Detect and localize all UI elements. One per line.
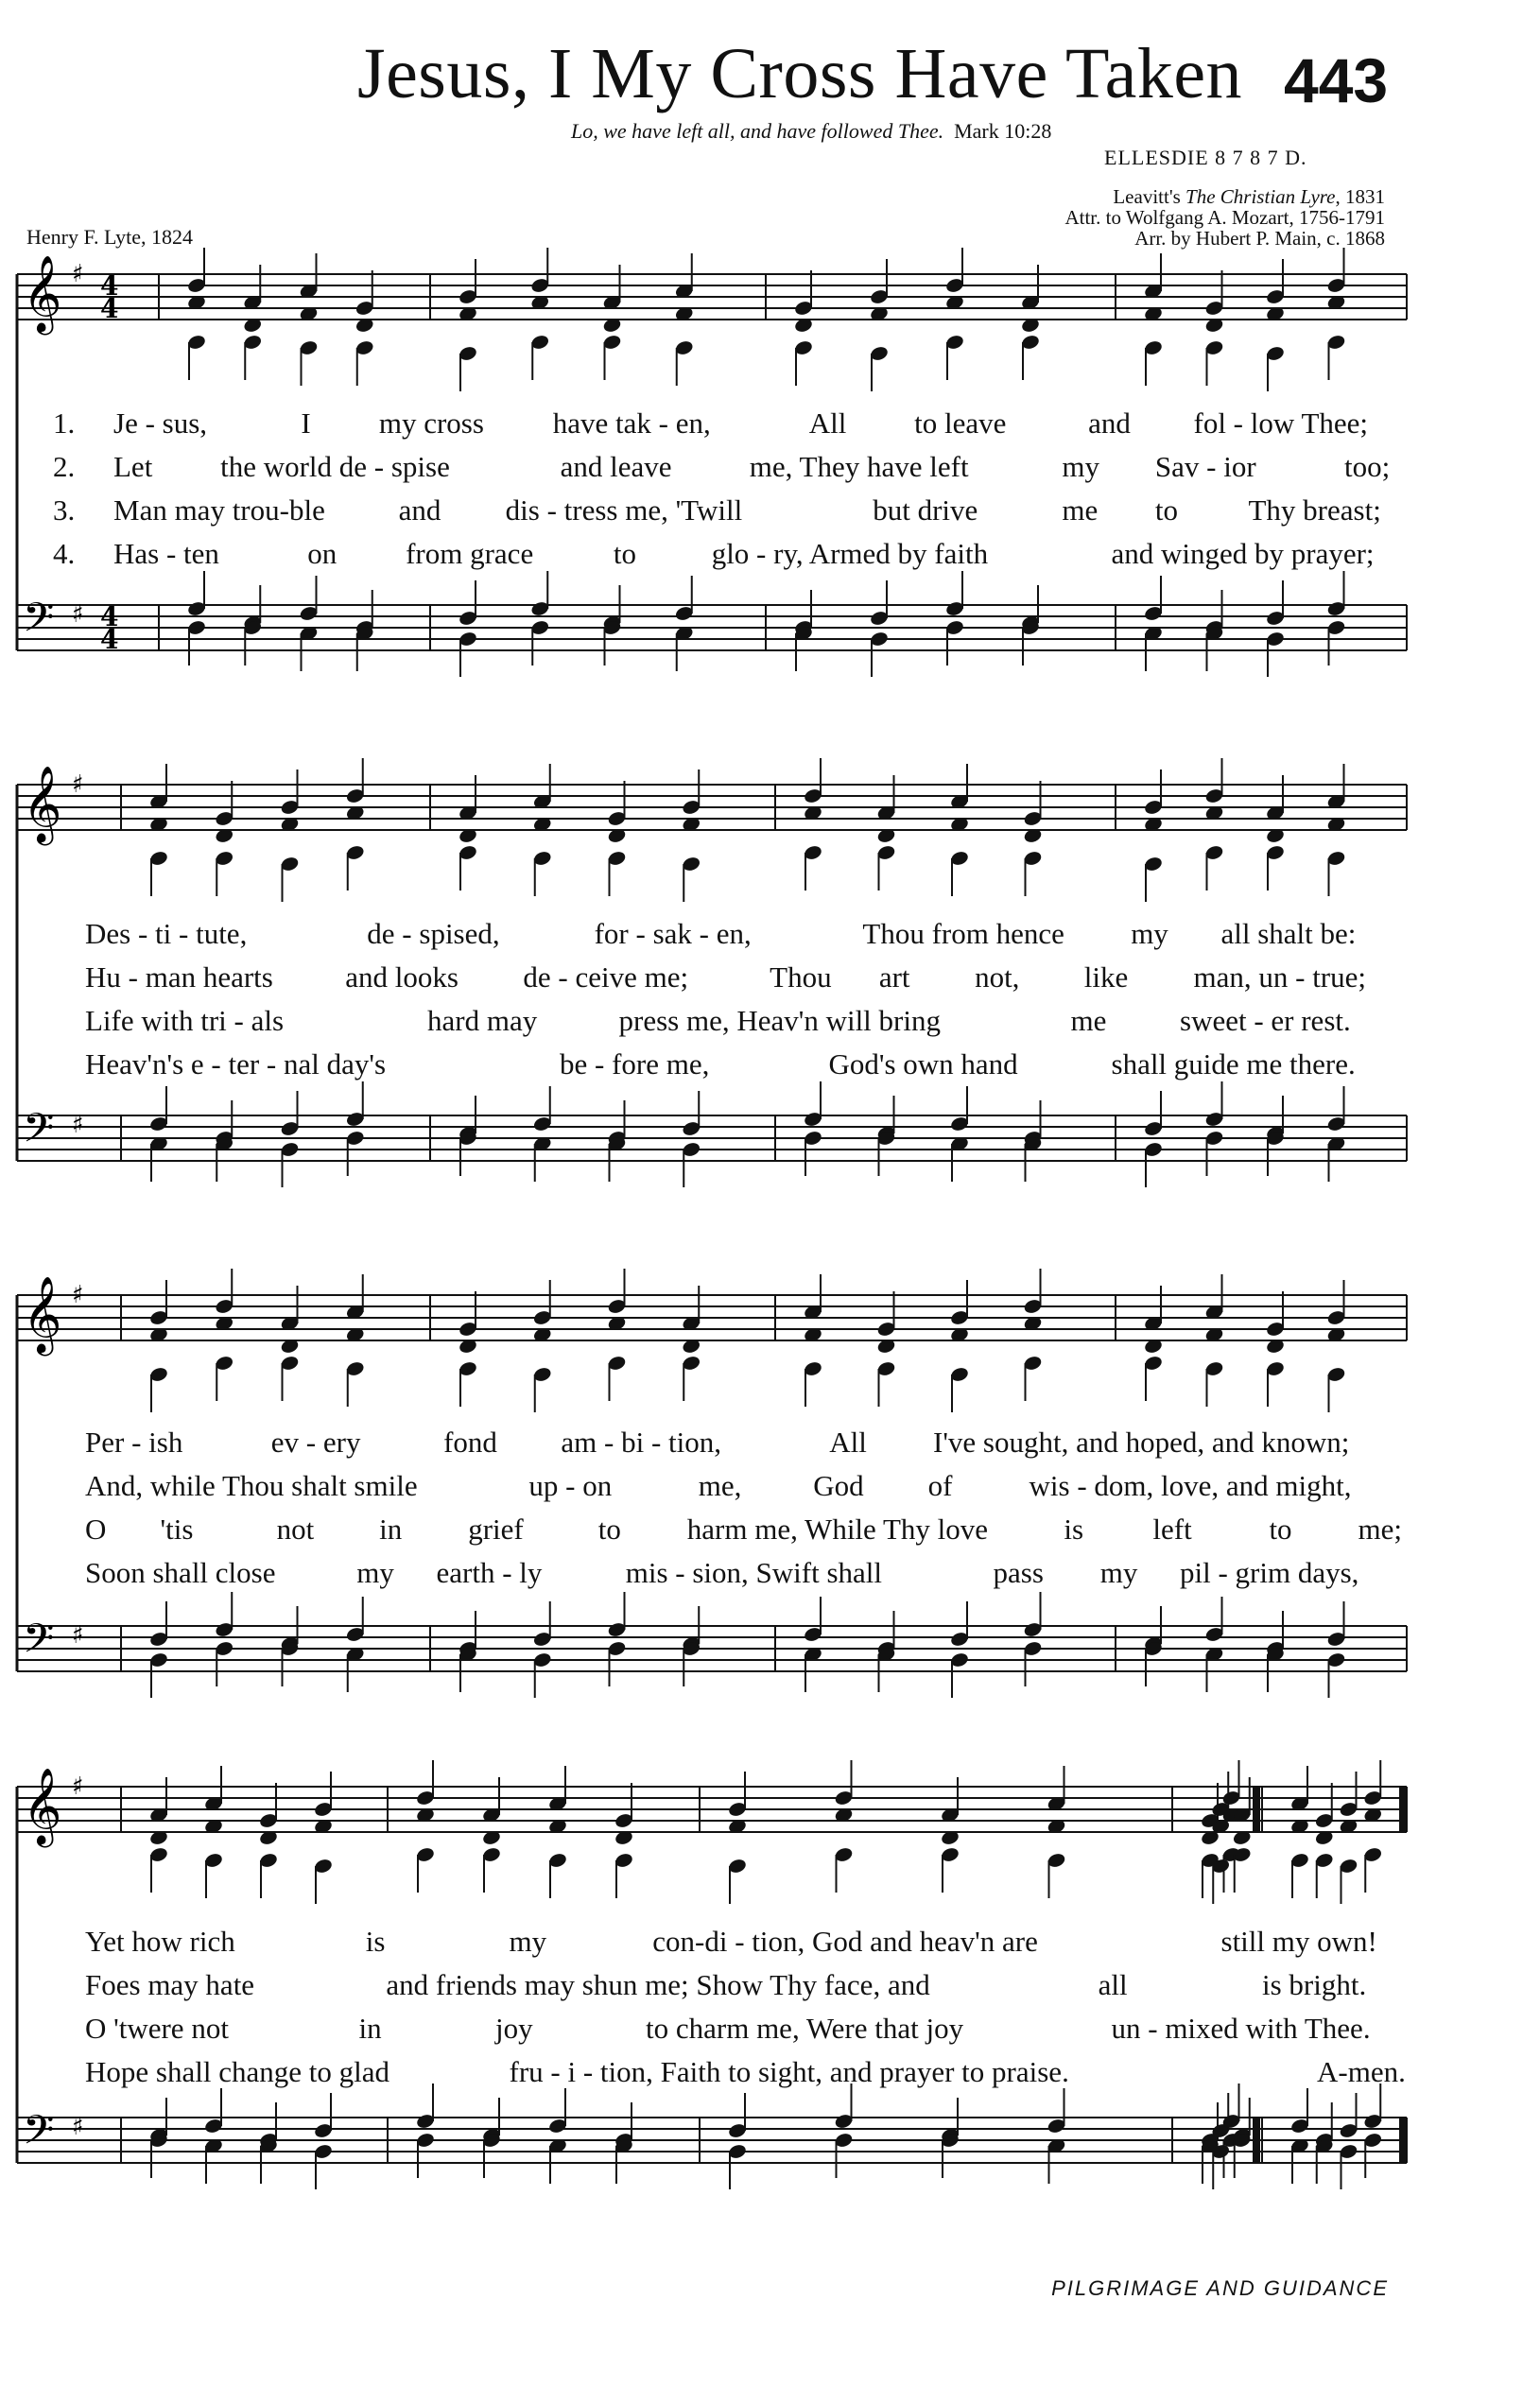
bass-clef-icon: 𝄢 — [23, 2107, 55, 2164]
lyric-syllable: is — [1064, 1513, 1084, 1546]
lyric-syllable: and looks — [345, 960, 459, 994]
lyric-syllable: to — [1269, 1513, 1292, 1546]
hymn-number: 443 — [1284, 45, 1389, 115]
lyric-syllable: con-di - tion, God and heav'n are — [652, 1925, 1038, 1958]
lyric-syllable: Per - ish — [85, 1426, 183, 1459]
lyric-syllable: art — [878, 960, 910, 994]
lyric-line — [0, 2055, 1540, 2093]
final-bar — [1399, 2118, 1407, 2163]
lyric-line — [0, 450, 1540, 488]
lyric-syllable: hard may — [427, 1004, 538, 1037]
repeat-bar — [1253, 1787, 1260, 1832]
lyric-line — [0, 1004, 1540, 1042]
sharp-icon: ♯ — [72, 2113, 84, 2141]
lyric-line — [0, 1968, 1540, 2006]
scripture-reference: Mark 10:28 — [954, 119, 1052, 143]
lyric-syllable: And, while Thou shalt smile — [85, 1469, 418, 1502]
lyric-syllable: pass — [993, 1556, 1044, 1589]
verse-number-3: 3. — [53, 493, 76, 527]
lyric-syllable: my — [1062, 450, 1099, 483]
lyric-syllable: Des - ti - tute, — [85, 917, 248, 950]
lyric-syllable: me — [1070, 1004, 1107, 1037]
lyric-syllable: wis - dom, love, and might, — [1029, 1469, 1352, 1502]
time-signature: 4 — [100, 293, 119, 324]
lyric-syllable: be - fore me, — [560, 1047, 710, 1081]
lyric-line — [0, 1047, 1540, 1085]
lyric-syllable: dis - tress me, 'Twill — [505, 493, 743, 527]
lyric-syllable: the world de - spise — [220, 450, 450, 483]
category-footer: PILGRIMAGE AND GUIDANCE — [1051, 2276, 1389, 2300]
lyric-syllable: me, — [698, 1469, 742, 1502]
lyric-syllable: in — [358, 2012, 382, 2045]
lyric-line — [0, 2012, 1540, 2049]
lyric-syllable: from grace — [406, 537, 534, 570]
lyric-syllable: grief — [468, 1513, 524, 1546]
lyric-syllable: man, un - true; — [1193, 960, 1367, 994]
lyric-syllable: my — [356, 1556, 394, 1589]
scripture-line — [571, 119, 1051, 144]
bass-staff — [17, 2118, 1407, 2163]
lyric-syllable: me; — [1358, 1513, 1402, 1546]
lyric-syllable: to — [613, 537, 637, 570]
lyric-syllable: all shalt be: — [1220, 917, 1357, 950]
sharp-icon: ♯ — [72, 1772, 84, 1801]
lyric-syllable: de - ceive me; — [523, 960, 689, 994]
lyric-syllable: 'tis — [160, 1513, 194, 1546]
sharp-icon: ♯ — [72, 260, 84, 288]
lyric-syllable: Je - sus, — [113, 406, 208, 440]
bass-clef-icon: 𝄢 — [23, 1105, 55, 1162]
lyric-line — [0, 1426, 1540, 1463]
lyric-syllable: earth - ly — [436, 1556, 543, 1589]
time-signature: 4 — [100, 270, 119, 302]
lyric-syllable: all — [1098, 1968, 1128, 2001]
lyric-syllable: Life with tri - als — [85, 1004, 285, 1037]
lyric-syllable: Yet how rich — [85, 1925, 235, 1958]
hymn-title: Jesus, I My Cross Have Taken — [357, 34, 1243, 113]
lyric-syllable: O 'twere not — [85, 2012, 229, 2045]
text-author: Henry F. Lyte, 1824 — [26, 225, 194, 249]
bass-clef-icon: 𝄢 — [23, 1616, 55, 1672]
lyric-syllable: is bright. — [1262, 1968, 1367, 2001]
lyric-line — [0, 960, 1540, 998]
verse-number-2: 2. — [53, 450, 76, 483]
lyric-syllable: I — [301, 406, 311, 440]
lyric-syllable: too; — [1344, 450, 1391, 483]
treble-clef-icon: 𝄞 — [23, 1275, 62, 1353]
lyric-syllable: Foes may hate — [85, 1968, 255, 2001]
lyric-syllable: O — [85, 1513, 107, 1546]
lyric-line — [0, 1513, 1540, 1550]
lyric-syllable: Has - ten — [113, 537, 219, 570]
composer-credit-3: Arr. by Hubert P. Main, c. 1868 — [1134, 227, 1385, 250]
final-bar — [1399, 1787, 1407, 1832]
lyric-line — [0, 406, 1540, 444]
lyric-line — [0, 493, 1540, 531]
lyric-syllable: my cross — [378, 406, 484, 440]
lyric-syllable: to — [1154, 493, 1179, 527]
bass-clef-icon: 𝄢 — [23, 595, 55, 651]
lyric-syllable: Thy breast; — [1248, 493, 1381, 527]
lyric-syllable: and friends may shun me; Show Thy face, and — [386, 1968, 930, 2001]
lyric-syllable: A-men. — [1317, 2055, 1406, 2088]
lyric-syllable: God's own hand — [828, 1047, 1018, 1081]
bass-staff — [17, 605, 1407, 650]
time-signature: 4 — [100, 601, 119, 632]
lyric-syllable: press me, Heav'n will bring — [618, 1004, 941, 1037]
lyric-syllable: and winged by prayer; — [1111, 537, 1375, 570]
lyric-syllable: my — [1099, 1556, 1138, 1589]
lyric-syllable: to — [597, 1513, 621, 1546]
lyric-syllable: pil - grim days, — [1180, 1556, 1359, 1589]
lyric-syllable: me, They have left — [749, 450, 969, 483]
sharp-icon: ♯ — [72, 1621, 84, 1650]
lyric-syllable: my — [509, 1925, 547, 1958]
lyric-syllable: Hu - man hearts — [85, 960, 273, 994]
lyric-syllable: Soon shall close — [85, 1556, 276, 1589]
lyric-syllable: to charm me, Were that joy — [646, 2012, 964, 2045]
lyric-syllable: have tak - en, — [552, 406, 711, 440]
lyric-syllable: not — [276, 1513, 315, 1546]
verse-number-1: 1. — [53, 406, 76, 440]
lyric-line — [0, 1925, 1540, 1962]
lyric-syllable: joy — [495, 2012, 533, 2045]
sharp-icon: ♯ — [72, 770, 84, 799]
lyric-syllable: Hope shall change to glad — [85, 2055, 389, 2088]
lyric-syllable: glo - ry, Armed by faith — [711, 537, 989, 570]
lyric-syllable: am - bi - tion, — [561, 1426, 721, 1459]
lyric-syllable: un - mixed with Thee. — [1111, 2012, 1371, 2045]
lyric-syllable: but drive — [873, 493, 978, 527]
verse-number-4: 4. — [53, 537, 76, 570]
lyric-line — [0, 917, 1540, 955]
lyric-syllable: Heav'n's e - ter - nal day's — [85, 1047, 387, 1081]
lyric-syllable: mis - sion, Swift shall — [625, 1556, 883, 1589]
lyric-syllable: harm me, While Thy love — [686, 1513, 989, 1546]
lyric-syllable: not, — [975, 960, 1020, 994]
lyric-line — [0, 1469, 1540, 1507]
lyric-syllable: and — [398, 493, 441, 527]
lyric-syllable: fru - i - tion, Faith to sight, and prayer to praise. — [509, 2055, 1069, 2088]
treble-clef-icon: 𝄞 — [23, 254, 62, 332]
lyric-syllable: Let — [113, 450, 153, 483]
lyric-syllable: on — [307, 537, 337, 570]
tune-name: ELLESDIE 8 7 8 7 D. — [1104, 146, 1307, 169]
lyric-syllable: is — [365, 1925, 386, 1958]
lyric-syllable: left — [1152, 1513, 1192, 1546]
lyric-syllable: I've sought, and hoped, and known; — [933, 1426, 1350, 1459]
lyric-syllable: Thou from hence — [862, 917, 1064, 950]
composer-credit-1: Leavitt's The Christian Lyre, 1831 — [1113, 185, 1385, 208]
lyric-syllable: All — [808, 406, 847, 440]
treble-staff — [17, 274, 1407, 320]
sharp-icon: ♯ — [72, 600, 84, 629]
lyric-syllable: Thou — [770, 960, 832, 994]
lyric-syllable: and — [1088, 406, 1131, 440]
lyric-syllable: Sav - ior — [1154, 450, 1256, 483]
lyric-syllable: God — [813, 1469, 864, 1502]
treble-clef-icon: 𝄞 — [23, 1767, 62, 1844]
lyric-line — [0, 1556, 1540, 1594]
lyric-syllable: sweet - er rest. — [1180, 1004, 1351, 1037]
lyric-syllable: my — [1131, 917, 1168, 950]
lyric-syllable: All — [829, 1426, 867, 1459]
scripture-text: Lo, we have left all, and have followed Thee. — [571, 119, 944, 143]
lyric-syllable: me — [1062, 493, 1099, 527]
lyric-syllable: shall guide me there. — [1111, 1047, 1356, 1081]
lyric-syllable: like — [1083, 960, 1129, 994]
lyric-syllable: Man may trou-ble — [113, 493, 325, 527]
sharp-icon: ♯ — [72, 1111, 84, 1139]
lyric-syllable: fond — [443, 1426, 497, 1459]
composer-credit-2: Attr. to Wolfgang A. Mozart, 1756-1791 — [1064, 206, 1385, 229]
lyric-syllable: for - sak - en, — [594, 917, 752, 950]
lyric-syllable: ev - ery — [270, 1426, 361, 1459]
sharp-icon: ♯ — [72, 1281, 84, 1309]
lyric-syllable: de - spised, — [367, 917, 500, 950]
lyric-line — [0, 537, 1540, 575]
lyric-syllable: fol - low Thee; — [1193, 406, 1369, 440]
lyric-syllable: in — [379, 1513, 403, 1546]
lyric-syllable: and leave — [560, 450, 672, 483]
lyric-syllable: still my own! — [1220, 1925, 1377, 1958]
lyric-syllable: up - on — [528, 1469, 613, 1502]
repeat-bar — [1253, 2118, 1260, 2163]
treble-staff — [17, 1787, 1407, 1832]
time-signature: 4 — [100, 624, 119, 655]
treble-clef-icon: 𝄞 — [23, 765, 62, 842]
lyric-syllable: of — [927, 1469, 953, 1502]
lyric-syllable: to leave — [914, 406, 1007, 440]
